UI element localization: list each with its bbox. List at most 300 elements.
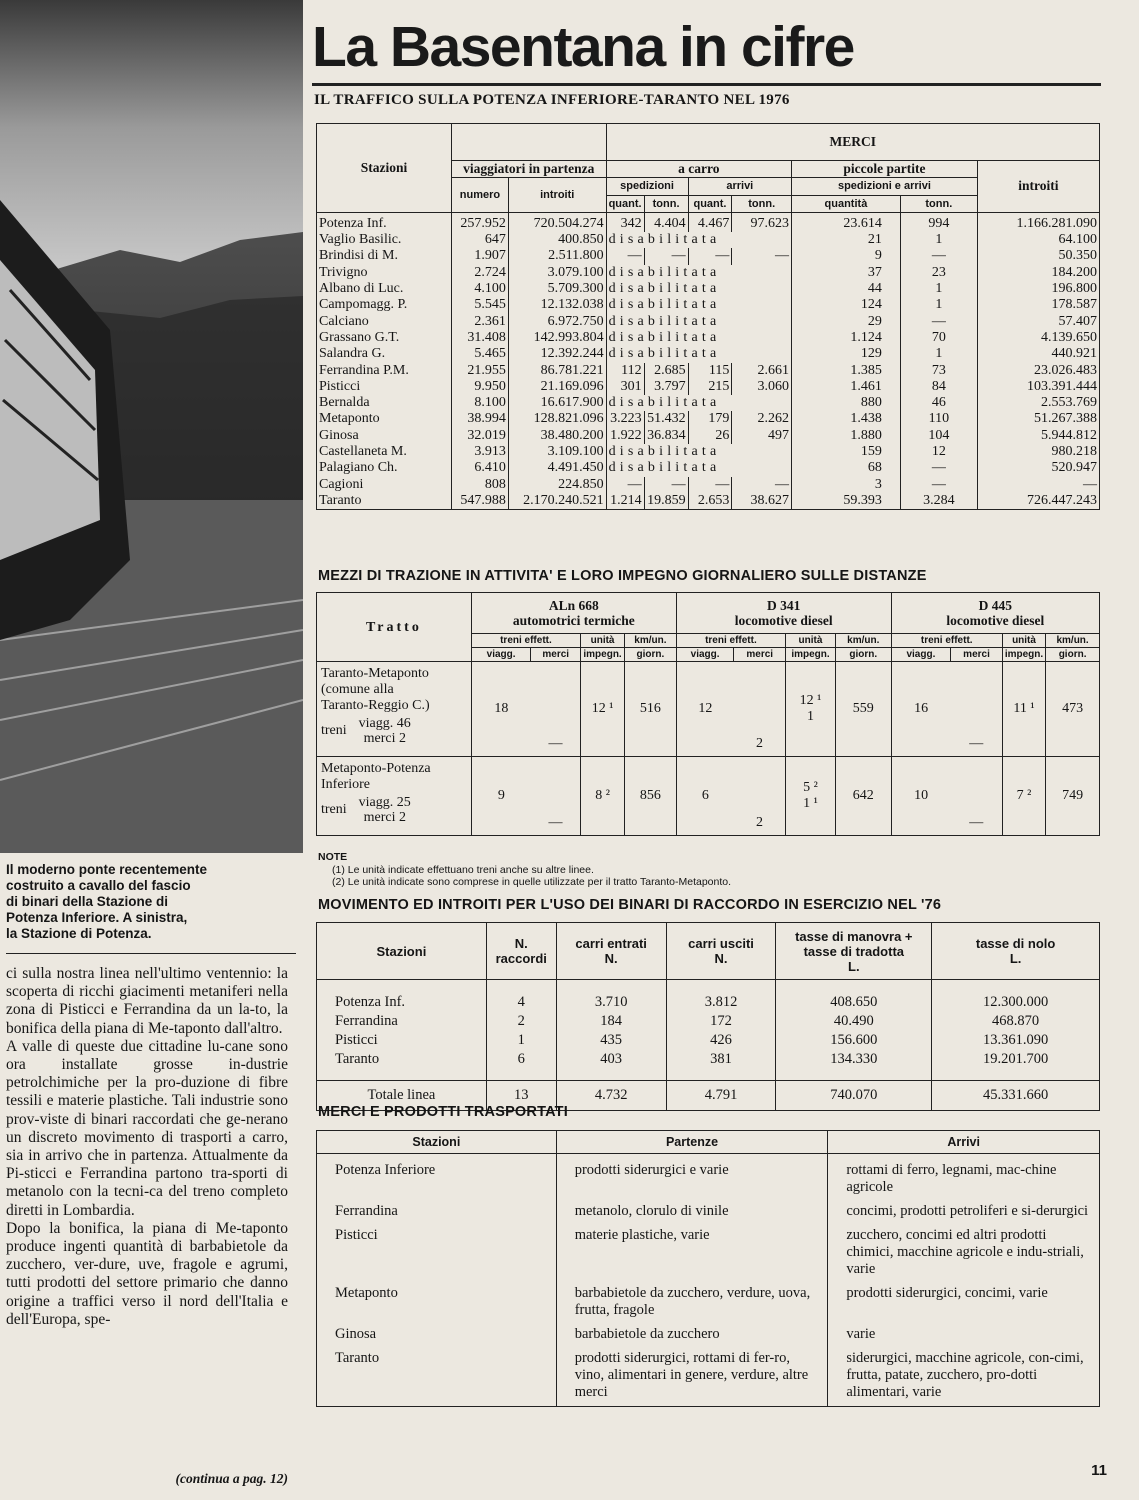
ship-quantity: 342 [606,212,644,232]
small-lots-tonnes: 1 [900,297,977,313]
ship-tonnes: 4.404 [644,212,688,232]
sidings-value: 4 [486,980,556,1013]
wagon-disabled: disabilitata [606,444,791,460]
small-lots-tonnes: 12 [900,444,977,460]
passengers-revenue: 128.821.096 [508,411,606,427]
goods-departures: barbabietole da zucchero [556,1326,828,1350]
article-paragraph-1: ci sulla nostra linea nell'ultimo ventennio: la scoperta di ricchi giacimenti metaniferi nella zona di Pisticci e Ferrandina da un la-to, la bonifica della piana di Me-taponto dall'altro. [6,965,288,1037]
goods-station: Ginosa [317,1326,557,1350]
total-revenue: 50.350 [977,248,1099,264]
station-name: Castellaneta M. [319,444,407,460]
sidings-value: 40.490 [776,1012,932,1031]
trains-freight: — [951,757,1003,836]
sub-viagg: viagg. [471,648,531,662]
station-name: Vaglio Basilic. [319,232,402,248]
passengers-number: 9.950 [452,379,509,395]
units-engaged: 11 ¹ [1002,662,1045,757]
goods-arrivals: zucchero, concimi ed altri prodotti chimici, macchine agricole e indu-striali, varie [828,1227,1100,1285]
trains-breakdown [321,795,467,825]
station-name: Brindisi di M. [319,248,398,264]
goods-table-body [317,1154,1100,1407]
sub-unita: unità [581,634,625,648]
sidings-value: 3.710 [556,980,666,1013]
small-lots-quantity: 880 [792,395,901,411]
arrival-tonnes: — [732,248,792,264]
trains-viagg: viagg. 25 [358,795,411,810]
passengers-revenue: 12.392.244 [508,346,606,362]
goods-departures: materie plastiche, varie [556,1227,828,1285]
small-lots-tonnes: 46 [900,395,977,411]
goods-station: Taranto [317,1350,557,1407]
traffic-row [317,363,1100,379]
ship-tonnes: — [644,477,688,493]
traffic-row [317,444,1100,460]
sidings-value: 408.650 [776,980,932,1013]
traffic-row [317,281,1100,297]
passengers-revenue: 12.132.038 [508,297,606,313]
total-revenue: 1.166.281.090 [977,212,1099,232]
km-per-unit: 642 [835,757,891,836]
ship-quantity: — [606,248,644,264]
arrival-tonnes: 2.661 [732,363,792,379]
sub-merci: merci [951,648,1003,662]
passengers-revenue: 5.709.300 [508,281,606,297]
total-revenue: 196.800 [977,281,1099,297]
sub-merci: merci [531,648,581,662]
small-lots-quantity: 1.461 [792,379,901,395]
trains-label: treni [321,802,347,817]
tratto-name: Metaponto-Potenza Inferiore [321,761,431,792]
title-divider [312,83,1101,86]
sidings-row [317,980,1100,1013]
ship-tonnes: 19.859 [644,493,688,510]
goods-arrivals: rottami di ferro, legnami, mac-chine agricole [828,1154,1100,1204]
arrival-tonnes: 497 [732,428,792,444]
traffic-row [317,477,1100,493]
total-revenue: 57.407 [977,314,1099,330]
goods-station: Pisticci [317,1227,557,1285]
col-sped-arrivi: spedizioni e arrivi [792,178,978,195]
sub-giorn: giorn. [625,648,677,662]
group-d341 [676,593,891,634]
station-name: Cagioni [319,476,364,492]
arrival-quantity: 26 [688,428,732,444]
small-lots-quantity: 29 [792,314,901,330]
col-introiti-totali: introiti [977,161,1099,213]
sub-giorn: giorn. [1046,648,1100,662]
km-per-unit: 749 [1046,757,1100,836]
note-2: (2) Le unità indicate sono comprese in quelle utilizzate per il tratto Taranto-Metaponto. [332,876,732,888]
sidings-value: 2 [486,1012,556,1031]
arrival-tonnes: 38.627 [732,493,792,510]
sidings-row [317,1050,1100,1081]
trains-counts [359,795,411,825]
sub-km-un: km/un. [835,634,891,648]
passengers-number: 31.408 [452,330,509,346]
traction-row [317,662,1100,757]
ship-quantity: 1.214 [606,493,644,510]
sidings-value: 1 [486,1031,556,1050]
goods-row [317,1326,1100,1350]
traffic-row [317,428,1100,444]
station-name: Taranto [319,492,362,508]
arrival-tonnes: 97.623 [732,212,792,232]
sub-km-un: km/un. [625,634,677,648]
wagon-disabled: disabilitata [606,265,791,281]
sidings-value: 13.361.090 [932,1031,1100,1050]
small-lots-tonnes: 73 [900,363,977,379]
small-lots-tonnes: — [900,477,977,493]
col-arr-tonn: tonn. [732,195,792,212]
trains-freight: 2 [734,662,786,757]
sidings-col-2: carri entrati N. [556,923,666,980]
total-revenue: 520.947 [977,460,1099,476]
sub-treni-effett: treni effett. [676,634,785,648]
passengers-number: 21.955 [452,363,509,379]
sub-giorn: giorn. [835,648,891,662]
total-revenue: — [977,477,1099,493]
sub-viagg: viagg. [676,648,734,662]
small-lots-quantity: 1.124 [792,330,901,346]
sub-impegn: impegn. [581,648,625,662]
passengers-revenue: 224.850 [508,477,606,493]
passengers-number: 5.465 [452,346,509,362]
traction-row [317,757,1100,836]
tratto-cell [317,662,472,757]
col-arr-quant: quant. [688,195,732,212]
passengers-revenue: 400.850 [508,232,606,248]
arrival-quantity: 4.467 [688,212,732,232]
traffic-row [317,330,1100,346]
station-name: Bernalda [319,395,370,411]
goods-station: Metaponto [317,1285,557,1326]
traffic-row [317,346,1100,362]
sidings-value: 12.300.000 [932,980,1100,1013]
wagon-disabled: disabilitata [606,281,791,297]
col-a-carro: a carro [606,161,791,178]
sub-km-un: km/un. [1046,634,1100,648]
km-per-unit: 516 [625,662,677,757]
sidings-col-4: tasse di manovra + tasse di tradotta L. [776,923,932,980]
sidings-col-0: Stazioni [317,923,487,980]
col-introiti: introiti [508,178,606,213]
page-title: La Basentana in cifre [312,15,854,79]
traffic-row [317,411,1100,427]
sidings-station: Ferrandina [317,1012,487,1031]
passengers-number: 808 [452,477,509,493]
trains-breakdown [321,716,467,746]
passengers-number: 5.545 [452,297,509,313]
col-tratto [317,593,472,662]
trains-passenger: 6 [676,757,734,836]
total-revenue: 184.200 [977,265,1099,281]
arrival-quantity: 179 [688,411,732,427]
goods-row [317,1203,1100,1227]
passengers-revenue: 21.169.096 [508,379,606,395]
group-d341-desc: locomotive diesel [734,613,833,628]
col-stazioni: Stazioni [317,124,452,213]
small-lots-tonnes: 23 [900,265,977,281]
station-name: Campomagg. P. [319,297,408,313]
goods-header [317,1131,1100,1154]
ship-tonnes: 3.797 [644,379,688,395]
trains-merci: merci 2 [363,810,407,825]
trains-passenger: 12 [676,662,734,757]
sidings-table [316,922,1100,1111]
group-d445-desc: locomotive diesel [946,613,1045,628]
small-lots-tonnes: 3.284 [900,493,977,510]
small-lots-tonnes: — [900,460,977,476]
station-name: Ferrandina P.M. [319,362,409,378]
tratto-label: Tratto [365,619,422,635]
units-engaged: 12 ¹ [581,662,625,757]
station-name: Potenza Inf. [319,215,387,231]
group-aln668-name: ALn 668 [548,598,599,613]
sub-treni-effett: treni effett. [891,634,1002,648]
header-spacer [452,124,607,161]
trains-freight: — [531,757,581,836]
total-revenue: 980.218 [977,444,1099,460]
passengers-number: 3.913 [452,444,509,460]
note-1: (1) Le unità indicate effettuano treni anche su altre linee. [332,863,594,876]
small-lots-quantity: 1.438 [792,411,901,427]
traffic-row [317,493,1100,510]
wagon-disabled: disabilitata [606,232,791,248]
station-name: Albano di Luc. [319,281,404,297]
traffic-row [317,314,1100,330]
total-revenue: 2.553.769 [977,395,1099,411]
km-per-unit: 473 [1046,662,1100,757]
col-pp-quantita: quantità [792,195,901,212]
col-piccole-partite: piccole partite [792,161,978,178]
traffic-table [316,123,1100,510]
goods-arrivals: concimi, prodotti petroliferi e si-derurgici [828,1203,1100,1227]
article-paragraph-2: A valle di queste due cittadine lu-cane sono ora installate grosse in-dustrie petrolchimiche per la pro-duzione di fibre tessili e materie plastiche. Tali industrie sono prov-viste di binari raccordati che ge-nerano un discreto movimento di trasporti a carro, sia in arrivo che in partenza. Attualmente da Pi-sticci e Ferrandina partono tra-sporti di metanolo con la tecni-ca del treno completo diretti in Lombardia. [6,1037,288,1219]
small-lots-quantity: 59.393 [792,493,901,510]
sidings-table-body [317,980,1100,1111]
sidings-col-3: carri usciti N. [666,923,776,980]
goods-departures: barbabietole da zucchero, verdure, uova, frutta, fragole [556,1285,828,1326]
passengers-number: 8.100 [452,395,509,411]
ship-tonnes: — [644,248,688,264]
total-revenue: 23.026.483 [977,363,1099,379]
goods-table [316,1130,1100,1407]
small-lots-tonnes: — [900,314,977,330]
traffic-row [317,265,1100,281]
small-lots-tonnes: 70 [900,330,977,346]
ship-quantity: 3.223 [606,411,644,427]
tratto-name: Taranto-Metaponto (comune alla Taranto-Reggio C.) [321,666,430,713]
passengers-revenue: 38.480.200 [508,428,606,444]
goods-col-0: Stazioni [317,1131,557,1154]
continued-note: (continua a pag. 12) [175,1471,288,1486]
ship-tonnes: 2.685 [644,363,688,379]
group-aln668 [471,593,676,634]
total-revenue: 440.921 [977,346,1099,362]
sidings-col-1: N. raccordi [486,923,556,980]
sidings-value: 426 [666,1031,776,1050]
small-lots-quantity: 68 [792,460,901,476]
wagon-disabled: disabilitata [606,346,791,362]
small-lots-tonnes: 104 [900,428,977,444]
col-numero: numero [452,178,509,213]
trains-freight: 2 [734,757,786,836]
article-text [6,965,288,1486]
sidings-title: MOVIMENTO ED INTROITI PER L'USO DEI BINARI DI RACCORDO IN ESERCIZIO NEL '76 [318,897,942,913]
station-name: Ginosa [319,427,359,443]
small-lots-quantity: 3 [792,477,901,493]
small-lots-quantity: 9 [792,248,901,264]
ship-quantity: 301 [606,379,644,395]
small-lots-tonnes: 110 [900,411,977,427]
photo-caption: Il moderno ponte recentemente costruito a cavallo del fascio di binari della Stazione di Potenza Inferiore. A sinistra, la Stazione di Potenza. [6,862,208,941]
sidings-station: Taranto [317,1050,487,1081]
station-name: Palagiano Ch. [319,460,398,476]
ship-quantity: 1.922 [606,428,644,444]
traction-table-body [317,662,1100,836]
traction-title: MEZZI DI TRAZIONE IN ATTIVITA' E LORO IMPEGNO GIORNALIERO SULLE DISTANZE [318,568,927,584]
ship-quantity: 112 [606,363,644,379]
col-merci: MERCI [606,124,1099,161]
km-per-unit: 559 [835,662,891,757]
small-lots-quantity: 1.385 [792,363,901,379]
sidings-value: 184 [556,1012,666,1031]
small-lots-quantity: 129 [792,346,901,362]
sub-unita: unità [786,634,836,648]
col-viaggiatori: viaggiatori in partenza [452,161,607,178]
small-lots-tonnes: 1 [900,346,977,362]
traction-notes [318,851,732,889]
passengers-revenue: 16.617.900 [508,395,606,411]
station-name: Calciano [319,313,369,329]
ship-quantity: — [606,477,644,493]
station-name: Metaponto [319,411,380,427]
page-number: 11 [1091,1462,1107,1479]
units-engaged: 5 ² 1 ¹ [786,757,836,836]
traffic-row [317,248,1100,264]
arrival-quantity: 2.653 [688,493,732,510]
total-value: 4.791 [666,1081,776,1111]
sidings-value: 134.330 [776,1050,932,1081]
goods-arrivals: siderurgici, macchine agricole, con-cimi, frutta, patate, zucchero, pro-dotti alimentari, varie [828,1350,1100,1407]
sidings-value: 156.600 [776,1031,932,1050]
total-revenue: 51.267.388 [977,411,1099,427]
group-d445 [891,593,1099,634]
passengers-number: 38.994 [452,411,509,427]
notes-title: NOTE [318,851,348,863]
trains-freight: — [951,662,1003,757]
ship-tonnes: 36.834 [644,428,688,444]
trains-passenger: 10 [891,757,951,836]
trains-passenger: 9 [471,757,531,836]
goods-departures: prodotti siderurgici e varie [556,1154,828,1204]
small-lots-tonnes: 1 [900,232,977,248]
sidings-value: 6 [486,1050,556,1081]
small-lots-quantity: 159 [792,444,901,460]
sub-impegn: impegn. [786,648,836,662]
total-value: 4.732 [556,1081,666,1111]
sidings-value: 19.201.700 [932,1050,1100,1081]
sidings-row [317,1031,1100,1050]
passengers-number: 6.410 [452,460,509,476]
total-value: 45.331.660 [932,1081,1100,1111]
sidings-station: Pisticci [317,1031,487,1050]
small-lots-quantity: 21 [792,232,901,248]
sidings-value: 468.870 [932,1012,1100,1031]
passengers-number: 547.988 [452,493,509,510]
arrival-tonnes: — [732,477,792,493]
arrival-quantity: 215 [688,379,732,395]
small-lots-tonnes: — [900,248,977,264]
passengers-revenue: 2.511.800 [508,248,606,264]
units-engaged: 8 ² [581,757,625,836]
passengers-revenue: 2.170.240.521 [508,493,606,510]
total-revenue: 726.447.243 [977,493,1099,510]
trains-merci: merci 2 [363,731,407,746]
small-lots-quantity: 1.880 [792,428,901,444]
passengers-revenue: 4.491.450 [508,460,606,476]
sidings-value: 403 [556,1050,666,1081]
total-revenue: 178.587 [977,297,1099,313]
total-revenue: 5.944.812 [977,428,1099,444]
wagon-disabled: disabilitata [606,460,791,476]
small-lots-quantity: 124 [792,297,901,313]
col-sped-quant: quant. [606,195,644,212]
small-lots-quantity: 37 [792,265,901,281]
station-name: Trivigno [319,264,368,280]
wagon-disabled: disabilitata [606,314,791,330]
traffic-row [317,460,1100,476]
goods-row [317,1227,1100,1285]
goods-col-1: Partenze [556,1131,828,1154]
arrival-quantity: 115 [688,363,732,379]
col-pp-tonn: tonn. [900,195,977,212]
trains-counts [359,716,411,746]
traffic-row [317,379,1100,395]
group-d445-name: D 445 [978,598,1012,613]
total-revenue: 4.139.650 [977,330,1099,346]
arrival-tonnes: 3.060 [732,379,792,395]
passengers-number: 2.724 [452,265,509,281]
passengers-number: 257.952 [452,212,509,232]
traffic-row [317,212,1100,232]
sidings-value: 381 [666,1050,776,1081]
passengers-revenue: 6.972.750 [508,314,606,330]
arrival-tonnes: 2.262 [732,411,792,427]
goods-departures: metanolo, clorulo di vinile [556,1203,828,1227]
wagon-disabled: disabilitata [606,297,791,313]
passengers-number: 647 [452,232,509,248]
sidings-station: Potenza Inf. [317,980,487,1013]
units-engaged: 12 ¹ 1 [786,662,836,757]
total-label: Totale linea [317,1081,487,1111]
sidings-value: 172 [666,1012,776,1031]
group-d341-name: D 341 [767,598,801,613]
col-sped-tonn: tonn. [644,195,688,212]
arrival-quantity: — [688,477,732,493]
passengers-revenue: 720.504.274 [508,212,606,232]
passengers-number: 2.361 [452,314,509,330]
goods-row [317,1285,1100,1326]
station-name: Salandra G. [319,346,386,362]
passengers-revenue: 3.079.100 [508,265,606,281]
station-name: Grassano G.T. [319,329,400,345]
total-value: 740.070 [776,1081,932,1111]
trains-passenger: 16 [891,662,951,757]
col-spedizioni: spedizioni [606,178,688,195]
sidings-value: 3.812 [666,980,776,1013]
traffic-row [317,297,1100,313]
